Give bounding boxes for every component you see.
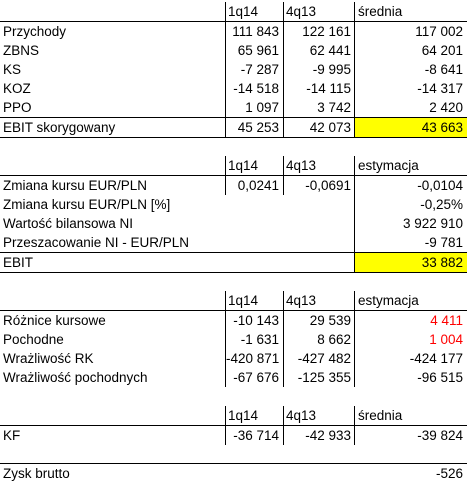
cell-1q14[interactable]: 65 961 [237,43,279,58]
table3-col-1q14[interactable]: 1q14 [228,293,259,308]
row-label[interactable]: Zysk brutto [3,466,70,481]
cell-1q14[interactable]: -420 871 [226,351,280,366]
cell-4q13[interactable]: 62 441 [309,43,351,58]
row-label[interactable]: Wrażliwość RK [3,351,94,366]
table2-row-ebit [0,253,467,272]
gridline [283,2,284,138]
row-label[interactable]: Zmiana kursu EUR/PLN [3,178,148,193]
table2-col-estymacja[interactable]: estymacja [358,158,419,173]
table5-row-zysk-brutto [0,464,467,483]
cell-srednia[interactable]: 117 002 [415,24,463,39]
gridline [354,406,355,445]
table1-col-1q14[interactable]: 1q14 [228,4,259,19]
table2-row-przeszacowanie [0,233,467,252]
table3-col-estymacja[interactable]: estymacja [358,293,419,308]
gridline [283,156,284,195]
cell-srednia[interactable]: -14 317 [417,81,463,96]
row-label[interactable]: Różnice kursowe [3,313,106,328]
cell-srednia[interactable]: -39 824 [417,428,463,443]
cell-4q13[interactable]: 3 742 [317,100,351,115]
cell-4q13[interactable]: -0,0691 [305,178,351,193]
gridline [354,2,355,138]
table1-row-przychody [0,22,467,41]
cell-estymacja[interactable]: -96 515 [417,370,463,385]
gridline [225,2,226,138]
row-label[interactable]: Przeszacowanie NI - EUR/PLN [3,235,190,250]
table3-row-roznice-kursowe [0,311,467,330]
table2-row-zmiana-kursu [0,176,467,195]
cell-1q14[interactable]: -1 631 [240,332,279,347]
table1-row-ppo [0,98,467,117]
cell-srednia[interactable]: -8 641 [424,62,463,77]
table4-col-srednia[interactable]: średnia [358,408,403,423]
table4-row-kf [0,426,467,445]
row-label[interactable]: PPO [3,100,32,115]
cell-estymacja[interactable]: -424 177 [409,351,463,366]
cell-estymacja-red[interactable]: 1 004 [429,332,463,347]
cell-1q14[interactable]: -10 143 [233,313,279,328]
cell-estymacja[interactable]: 3 922 910 [402,216,463,231]
cell-4q13[interactable]: 42 073 [309,120,351,135]
cell-1q14[interactable]: -36 714 [233,428,279,443]
gridline [354,156,355,273]
table3-header-row [0,291,467,310]
row-label[interactable]: Zmiana kursu EUR/PLN [%] [3,197,171,212]
table3-row-wrazliwosc-rk [0,349,467,368]
row-label[interactable]: KOZ [3,81,31,96]
row-label[interactable]: EBIT skorygowany [3,120,116,135]
table4-header-row [0,406,467,425]
row-label[interactable]: ZBNS [3,43,40,58]
table2-row-wartosc-bilansowa [0,214,467,233]
table1-row-ebit-skorygowany [0,118,467,137]
row-label[interactable]: Przychody [3,24,67,39]
cell-4q13[interactable]: -42 933 [305,428,351,443]
gridline [225,406,226,445]
table3-row-pochodne [0,330,467,349]
cell-1q14[interactable]: -67 676 [233,370,279,385]
cell-4q13[interactable]: 122 161 [302,24,351,39]
gridline [225,156,226,195]
cell-srednia[interactable]: 2 420 [429,100,463,115]
cell-1q14[interactable]: -7 287 [240,62,279,77]
cell-estymacja-highlighted[interactable]: 33 882 [355,253,467,272]
gridline [283,406,284,445]
table1-row-koz [0,79,467,98]
table2-row-zmiana-kursu-pct [0,195,467,214]
cell-estymacja[interactable]: -0,25% [420,197,463,212]
table2-header-row [0,156,467,175]
table4-col-1q14[interactable]: 1q14 [228,408,259,423]
cell-estymacja[interactable]: -0,0104 [417,178,463,193]
table1-row-zbns [0,41,467,60]
table1-header-row [0,2,467,21]
cell-1q14[interactable]: 111 843 [232,24,279,39]
table1-col-srednia[interactable]: średnia [358,4,403,19]
cell-1q14[interactable]: 0,0241 [237,178,279,193]
table2-col-4q13[interactable]: 4q13 [286,158,317,173]
table2-col-1q14[interactable]: 1q14 [228,158,259,173]
cell-srednia[interactable]: 64 201 [421,43,463,58]
cell-zysk-brutto-value[interactable]: -526 [435,466,463,481]
cell-estymacja-red[interactable]: 4 411 [430,313,463,328]
cell-4q13[interactable]: -125 355 [297,370,351,385]
table1-col-4q13[interactable]: 4q13 [286,4,317,19]
table4-col-4q13[interactable]: 4q13 [286,408,317,423]
table1-row-ks [0,60,467,79]
cell-4q13[interactable]: 29 539 [309,313,351,328]
row-label[interactable]: Wartość bilansowa NI [3,216,134,231]
row-label[interactable]: Wrażliwość pochodnych [3,370,148,385]
cell-4q13[interactable]: -427 482 [297,351,351,366]
cell-1q14[interactable]: -14 518 [233,81,279,96]
gridline [225,291,226,387]
gridline [354,291,355,387]
row-label[interactable]: EBIT [3,255,34,270]
cell-4q13[interactable]: 8 662 [317,332,351,347]
cell-1q14[interactable]: 1 097 [245,100,279,115]
cell-srednia-highlighted[interactable]: 43 663 [355,118,467,137]
row-label[interactable]: KF [3,428,21,443]
row-label[interactable]: KS [3,62,22,77]
table3-row-wrazliwosc-pochodnych [0,368,467,387]
cell-1q14[interactable]: 45 253 [237,120,279,135]
cell-4q13[interactable]: -14 115 [306,81,351,96]
cell-estymacja[interactable]: -9 781 [424,235,463,250]
table3-col-4q13[interactable]: 4q13 [286,293,317,308]
gridline [283,291,284,387]
cell-4q13[interactable]: -9 995 [312,62,351,77]
row-label[interactable]: Pochodne [3,332,64,347]
